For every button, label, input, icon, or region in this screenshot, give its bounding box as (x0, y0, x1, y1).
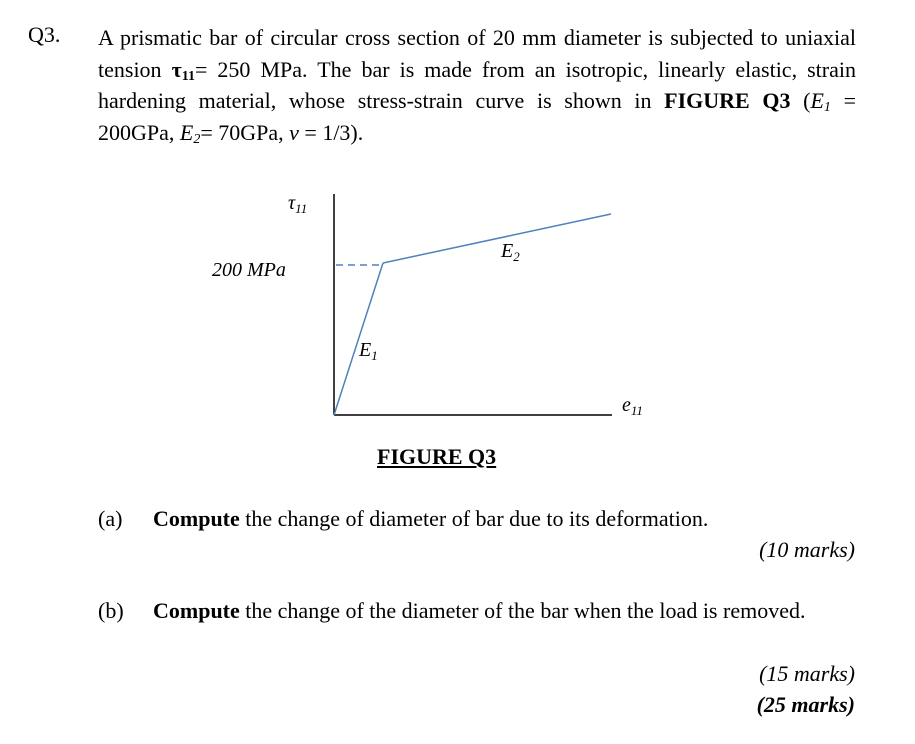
part-a-text: Compute the change of diameter of bar due to its deformation. (153, 506, 709, 531)
part-b-marks: (15 marks) (759, 661, 855, 686)
question-text-part: = 70GPa, (200, 119, 290, 145)
question-text-part: = 200GPa, (98, 88, 856, 145)
question-text-part: = 1/3). (298, 119, 364, 145)
hardening-line-e2 (383, 214, 611, 263)
part-b-label: (b) (98, 598, 124, 623)
yield-stress-label: 200 MPa (212, 259, 286, 281)
nu-symbol: ν (289, 119, 299, 145)
question-text-part: ( (790, 88, 811, 113)
e2-symbol: $E_2$ (179, 119, 201, 147)
y-axis-label: $\tau_{11}$ (288, 192, 308, 216)
part-a-marks: (10 marks) (759, 537, 855, 562)
x-axis-label: $e_{11}$ (622, 394, 643, 418)
total-marks: (25 marks) (756, 692, 855, 717)
question-number: Q3. (28, 22, 61, 47)
part-a-label: (a) (98, 506, 123, 531)
slope-e1-label: $E_1$ (359, 339, 378, 363)
e1-symbol: $E_1$ (810, 88, 831, 115)
figure-reference: FIGURE Q3 (664, 88, 791, 113)
slope-e2-label: $E_2$ (501, 240, 520, 264)
question-text-part: = 250 MPa. The bar is made from an isotropic, linearly elastic, strain hardening material, whose stress-strain curve is shown in (98, 56, 856, 113)
tau-symbol: $\tau_{11}$ (171, 56, 195, 84)
figure-caption: FIGURE Q3 (377, 444, 497, 469)
part-b-text: Compute the change of the diameter of the bar when the load is removed. (153, 598, 806, 623)
question-text-part: A prismatic bar of circular cross section of 20 mm diameter is subjected to uniaxial tension (98, 25, 856, 82)
